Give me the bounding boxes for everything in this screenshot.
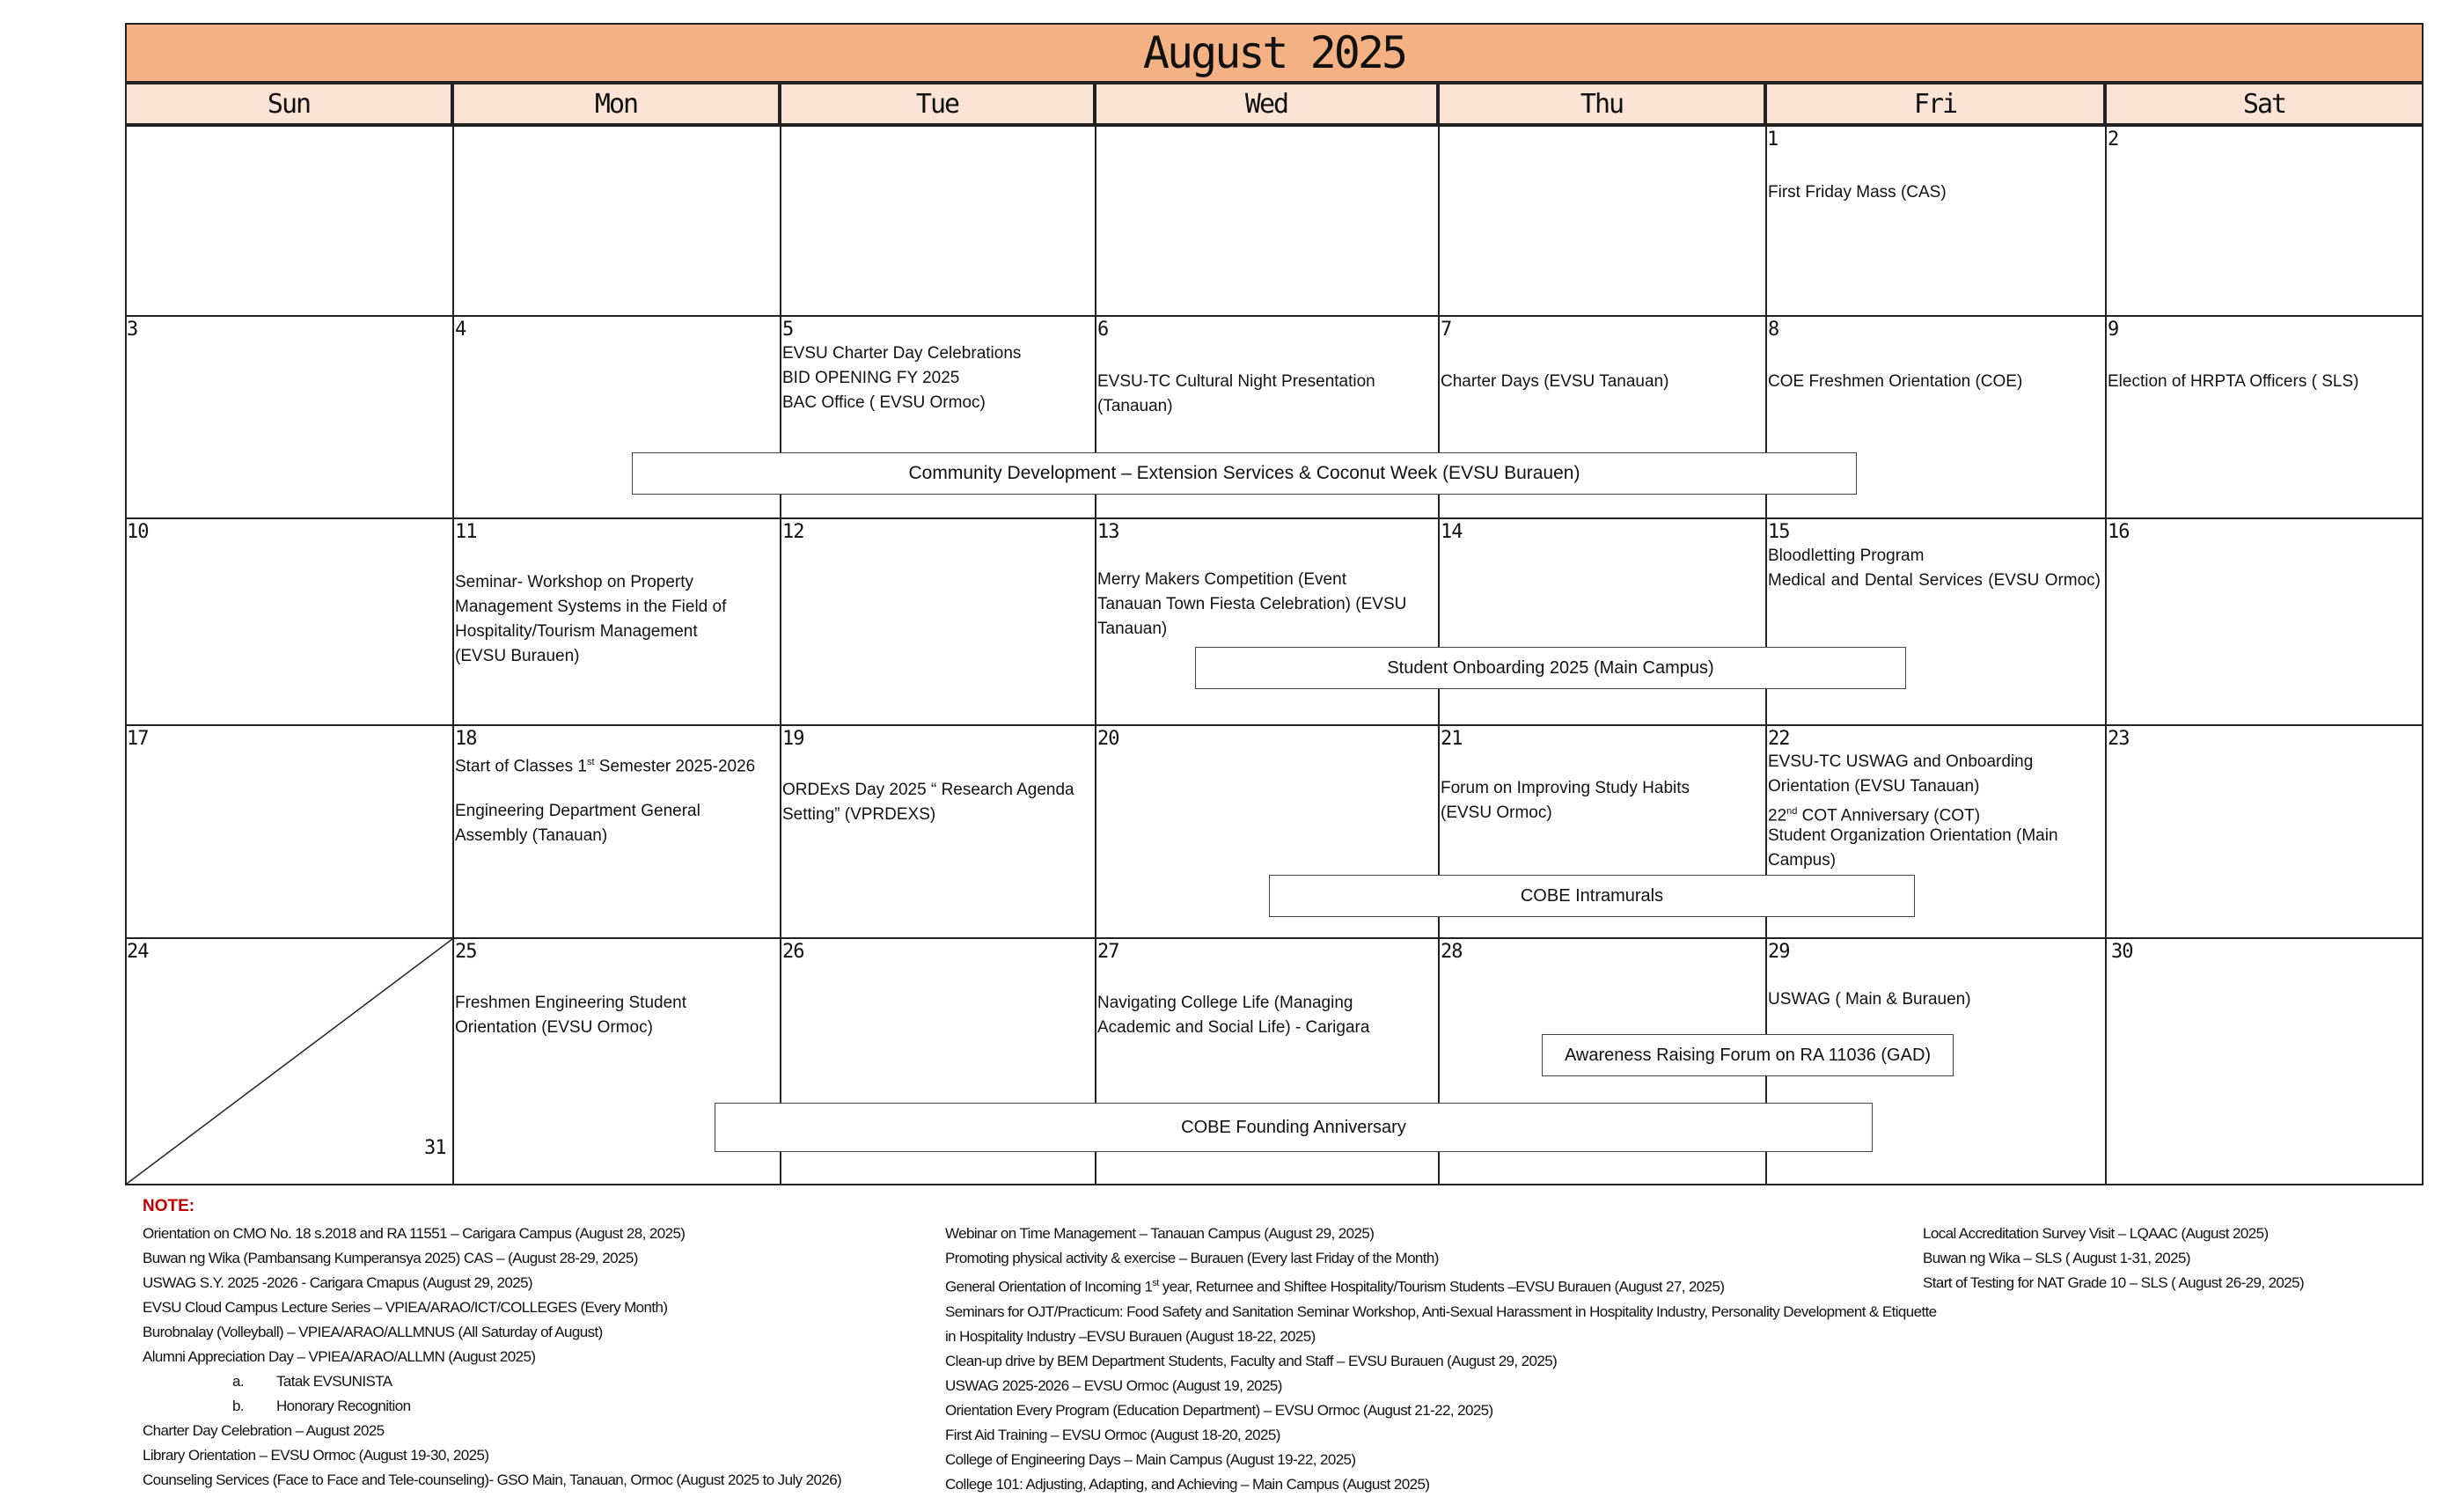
day-cell-17[interactable]	[125, 724, 454, 939]
list-marker: a.	[232, 1373, 244, 1390]
note-item: USWAG 2025-2026 – EVSU Ormoc (August 19, 2025)	[945, 1376, 1282, 1394]
day-number: 5	[782, 319, 794, 341]
notes-label: NOTE:	[143, 1197, 195, 1215]
day-number: 2	[2108, 128, 2119, 150]
weekday-wed: Wed	[1095, 83, 1438, 125]
day-number: 22	[1768, 728, 1790, 750]
day-number: 20	[1097, 728, 1119, 750]
day-cell-1[interactable]	[1765, 125, 2107, 317]
day-number: 15	[1768, 521, 1790, 543]
day-cell-14[interactable]	[1438, 517, 1767, 726]
multi-day-event-bar[interactable]: COBE Intramurals	[1269, 875, 1915, 917]
day-number: 19	[782, 728, 804, 750]
day-number: 28	[1441, 941, 1463, 963]
note-item: Promoting physical activity & exercise – Burauen (Every last Friday of the Month)	[945, 1250, 1439, 1266]
weekday-thu: Thu	[1438, 83, 1765, 125]
ordinal-suffix: nd	[1786, 806, 1798, 817]
note-item: Start of Testing for NAT Grade 10 – SLS ( August 26-29, 2025)	[1923, 1274, 2305, 1291]
note-item: Alumni Appreciation Day – VPIEA/ARAO/ALLMN (August 2025)	[143, 1348, 536, 1365]
day-cell-19[interactable]	[780, 724, 1096, 939]
multi-day-event-bar[interactable]: Student Onboarding 2025 (Main Campus)	[1195, 647, 1906, 689]
day-cell-2[interactable]	[2105, 125, 2424, 317]
multi-day-event-bar[interactable]: COBE Founding Anniversary	[715, 1103, 1873, 1152]
day-cell-empty	[780, 125, 1096, 317]
day-cell-empty	[1095, 125, 1440, 317]
day-number: 23	[2108, 728, 2130, 750]
calendar-title: August 2025	[125, 23, 2424, 83]
event-text: EVSU Charter Day Celebrations BID OPENING FY 2025 BAC Office ( EVSU Ormoc)	[782, 344, 1022, 412]
event-text-part: Start of Classes 1	[455, 757, 587, 776]
note-item-part: General Orientation of Incoming 1	[945, 1278, 1153, 1295]
note-subitem-text: Tatak EVSUNISTA	[276, 1373, 392, 1390]
note-item: USWAG S.Y. 2025 -2026 - Carigara Cmapus (August 29, 2025)	[143, 1274, 532, 1291]
note-subitem-text: Honorary Recognition	[276, 1398, 411, 1414]
note-item: EVSU Cloud Campus Lecture Series – VPIEA/ARAO/ICT/COLLEGES (Every Month)	[143, 1299, 668, 1316]
split-cell-diagonal	[125, 937, 454, 1185]
note-item: College of Engineering Days – Main Campus (August 19-22, 2025)	[945, 1450, 1356, 1468]
day-number: 16	[2108, 521, 2130, 543]
note-item	[945, 1271, 1937, 1300]
day-cell-10[interactable]	[125, 517, 454, 726]
note-item: Buwan ng Wika (Pambansang Kumperansya 2025) CAS – (August 28-29, 2025)	[143, 1250, 638, 1266]
day-number: 18	[455, 728, 477, 750]
note-item: Webinar on Time Management – Tanauan Campus (August 29, 2025)	[945, 1225, 1375, 1242]
event-text: Medical and Dental Services (EVSU Ormoc)	[1768, 571, 2101, 590]
note-subitem	[143, 1394, 841, 1419]
event-text: Election of HRPTA Officers ( SLS)	[2108, 372, 2359, 391]
event-text-part: COT Anniversary (COT)	[1797, 806, 1981, 826]
day-number: 25	[455, 941, 477, 963]
day-number: 1	[1767, 128, 1778, 150]
note-item: Clean-up drive by BEM Department Students, Faculty and Staff – EVSU Burauen (August 29, 2025)	[945, 1352, 1558, 1369]
day-number: 21	[1441, 728, 1463, 750]
note-item: Burobnalay (Volleyball) – VPIEA/ARAO/ALLMNUS (All Saturday of August)	[143, 1324, 603, 1340]
note-subitem	[143, 1369, 841, 1394]
event-text-part: Semester 2025-2026	[594, 757, 756, 776]
notes-column-3	[1923, 1222, 2304, 1295]
event-text	[455, 750, 779, 779]
day-number: 8	[1768, 319, 1779, 341]
note-item: Charter Day Celebration – August 2025	[143, 1422, 385, 1439]
list-marker: b.	[232, 1398, 244, 1414]
day-number: 4	[455, 319, 466, 341]
day-number: 13	[1097, 521, 1119, 543]
day-cell-16[interactable]	[2105, 517, 2424, 726]
note-item: First Aid Training – EVSU Ormoc (August 18-20, 2025)	[945, 1426, 1280, 1443]
day-number: 26	[782, 941, 804, 963]
event-text: First Friday Mass (CAS)	[1768, 183, 1947, 202]
day-number: 6	[1097, 319, 1109, 341]
ordinal-suffix: st	[1152, 1278, 1159, 1288]
day-number: 24	[127, 941, 149, 963]
day-cell-3[interactable]	[125, 315, 454, 519]
note-item: Orientation on CMO No. 18 s.2018 and RA 11551 – Carigara Campus (August 28, 2025)	[143, 1225, 686, 1242]
day-number: 31	[424, 1137, 446, 1159]
day-number: 14	[1441, 521, 1463, 543]
weekday-tue: Tue	[780, 83, 1095, 125]
day-cell-23[interactable]	[2105, 724, 2424, 939]
day-cell-12[interactable]	[780, 517, 1096, 726]
day-number: 17	[127, 728, 149, 750]
day-cell-empty	[1438, 125, 1767, 317]
note-item: Seminars for OJT/Practicum: Food Safety and Sanitation Seminar Workshop, Anti-Sexual Harassment in Hospitality Industry, Personality Development & Etiquette	[945, 1303, 1937, 1320]
event-text: Engineering Department General Assembly (Tanauan)	[455, 802, 700, 845]
event-text: Seminar- Workshop on Property Management Systems in the Field of Hospitality/Tourism Management (EVSU Burauen)	[455, 573, 727, 665]
day-number: 7	[1441, 319, 1452, 341]
event-text-part: 22	[1768, 806, 1787, 826]
weekday-sun: Sun	[125, 83, 452, 125]
event-text: Forum on Improving Study Habits (EVSU Ormoc)	[1441, 779, 1690, 822]
day-number: 3	[127, 319, 138, 341]
weekday-sat: Sat	[2105, 83, 2424, 125]
weekday-fri: Fri	[1765, 83, 2105, 125]
day-cell-30[interactable]	[2105, 937, 2424, 1185]
note-item: Local Accreditation Survey Visit – LQAAC (August 2025)	[1923, 1225, 2269, 1242]
note-item: Counseling Services (Face to Face and Tele-counseling)- GSO Main, Tanauan, Ormoc (August 2025 to July 2026)	[143, 1471, 842, 1488]
event-text: Merry Makers Competition (Event Tanauan Town Fiesta Celebration) (EVSU Tanauan)	[1097, 570, 1407, 638]
note-item: Library Orientation – EVSU Ormoc (August 19-30, 2025)	[143, 1447, 489, 1464]
note-item: Orientation Every Program (Education Department) – EVSU Ormoc (August 21-22, 2025)	[945, 1401, 1493, 1419]
event-text: EVSU-TC USWAG and Onboarding Orientation (EVSU Tanauan)	[1768, 752, 2034, 796]
ordinal-suffix: st	[586, 757, 595, 767]
day-number: 9	[2108, 319, 2119, 341]
multi-day-event-bar[interactable]: Awareness Raising Forum on RA 11036 (GAD)	[1542, 1034, 1954, 1076]
day-cell-9[interactable]	[2105, 315, 2424, 519]
event-text: Freshmen Engineering Student Orientation (EVSU Ormoc)	[455, 994, 686, 1037]
event-text: Bloodletting Program	[1768, 547, 1925, 565]
day-number: 10	[127, 521, 149, 543]
day-number: 27	[1097, 941, 1119, 963]
notes-column-1	[143, 1222, 841, 1493]
event-text: ORDExS Day 2025 “ Research Agenda Setting” (VPRDEXS)	[782, 781, 1074, 824]
day-number: 29	[1768, 941, 1790, 963]
notes-column-2	[945, 1222, 1937, 1497]
event-text: Student Organization Orientation (Main Campus)	[1768, 826, 2058, 870]
day-number: 11	[455, 521, 477, 543]
note-item: College 101: Adjusting, Adapting, and Achieving – Main Campus (August 2025)	[945, 1475, 1430, 1493]
day-cell-empty	[125, 125, 454, 317]
day-number: 30	[2111, 941, 2133, 963]
note-item-part: year, Returnee and Shiftee Hospitality/Tourism Students –EVSU Burauen (August 27, 2025)	[1158, 1278, 1725, 1295]
note-item: Buwan ng Wika – SLS ( August 1-31, 2025)	[1923, 1250, 2190, 1266]
day-cell-empty	[452, 125, 781, 317]
event-text: EVSU-TC Cultural Night Presentation (Tanauan)	[1097, 372, 1375, 415]
weekday-mon: Mon	[452, 83, 780, 125]
event-text: COE Freshmen Orientation (COE)	[1768, 372, 2023, 391]
event-text: Charter Days (EVSU Tanauan)	[1441, 372, 1669, 391]
event-text: USWAG ( Main & Burauen)	[1768, 990, 1971, 1009]
multi-day-event-bar[interactable]: Community Development – Extension Services & Coconut Week (EVSU Burauen)	[632, 452, 1857, 495]
note-item: in Hospitality Industry –EVSU Burauen (August 18-22, 2025)	[945, 1327, 1316, 1345]
event-text: Navigating College Life (Managing Academic and Social Life) - Carigara	[1097, 994, 1370, 1037]
day-number: 12	[782, 521, 804, 543]
